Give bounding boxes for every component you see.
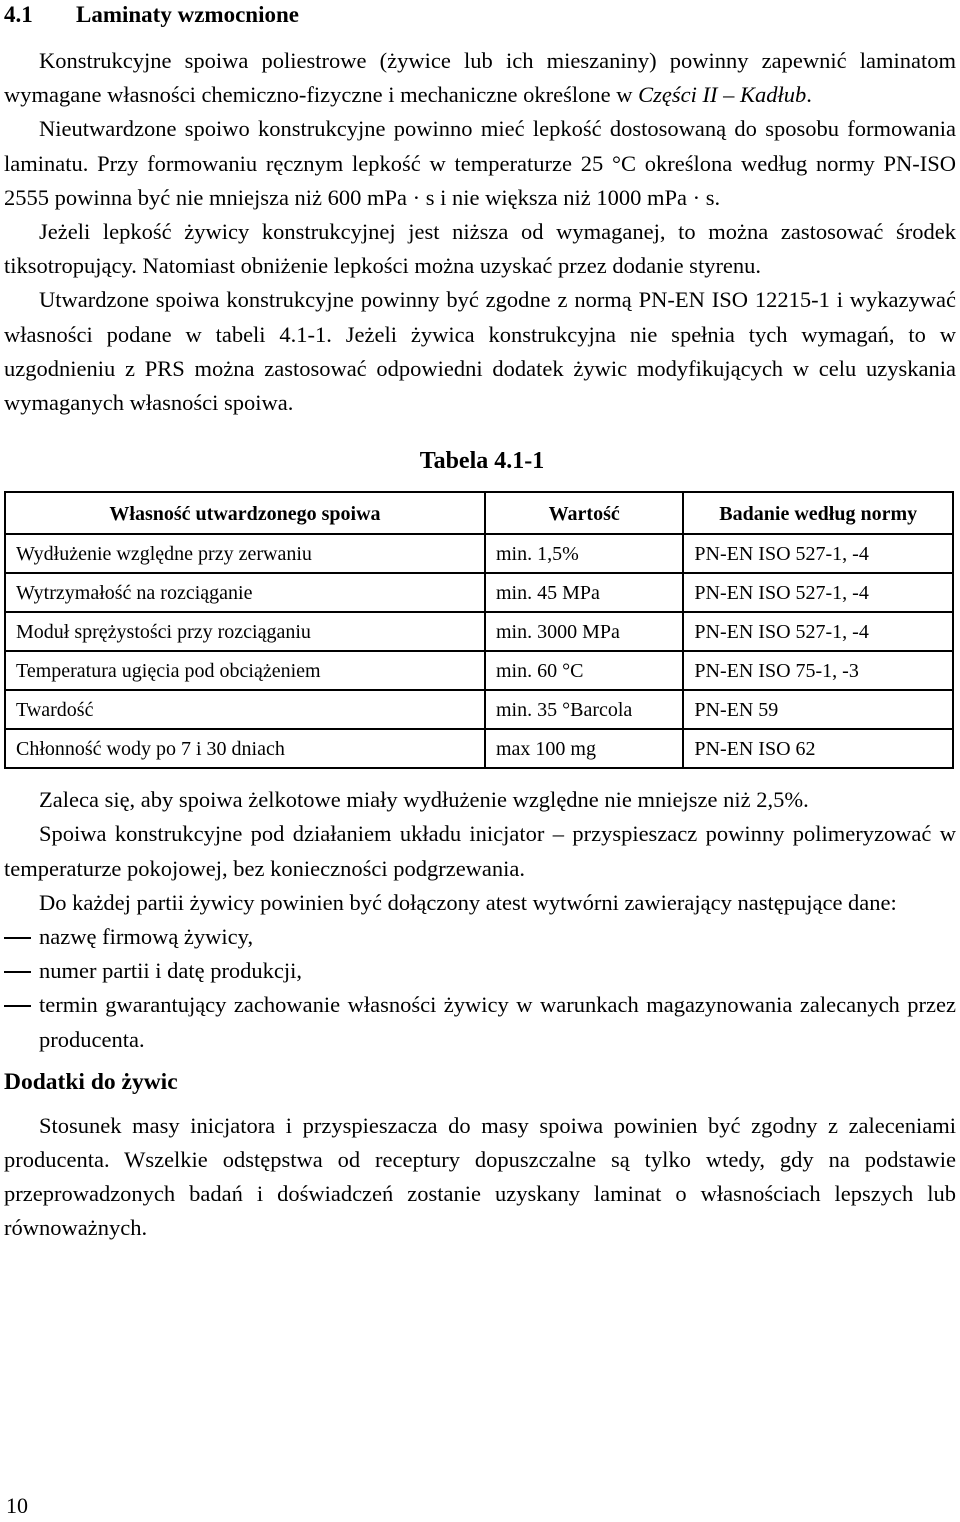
table-row xyxy=(5,573,953,612)
table-cell: PN-EN ISO 527-1, -4 xyxy=(683,612,953,651)
table-row xyxy=(5,651,953,690)
table-cell: Temperatura ugięcia pod obciążeniem xyxy=(5,651,485,690)
intro-paragraph-1: Konstrukcyjne spoiwa poliestrowe (żywice lub ich mieszaniny) powinny zapewnić laminatom wymagane własności chemiczno-fizyczne i mechaniczne określone w Części II – Kadłub. xyxy=(4,48,956,108)
curing-paragraph: Spoiwa konstrukcyjne pod działaniem układu inicjator – przyspieszacz powinny polimeryzować w temperaturze pokojowej, bez konieczności podgrzewania. xyxy=(4,821,956,881)
table-row xyxy=(5,612,953,651)
column-header: Własność utwardzonego spoiwa xyxy=(5,492,485,534)
table-cell: min. 3000 MPa xyxy=(485,612,683,651)
intro-paragraph-3: Jeżeli lepkość żywicy konstrukcyjnej jest niższa od wymaganej, to można zastosować środek tiksotropujący. Natomiast obniżenie lepkości można uzyskać przez dodanie styrenu. xyxy=(4,219,956,279)
section-number: 4.1 xyxy=(4,2,33,27)
section-title: Laminaty wzmocnione xyxy=(76,2,299,27)
table-row xyxy=(5,690,953,729)
page-number: 10 xyxy=(6,1493,28,1518)
intro-paragraph-2: Nieutwardzone spoiwo konstrukcyjne powinno mieć lepkość dostosowaną do sposobu formowania laminatu. Przy formowaniu ręcznym lepkość w temperaturze 25 °C określona według normy PN-ISO 2555 powinna być nie mniejsza niż 600 mPa · s i nie większa niż 1000 mPa · s. xyxy=(4,116,956,210)
table-cell: PN-EN 59 xyxy=(683,690,953,729)
table-cell: PN-EN ISO 527-1, -4 xyxy=(683,573,953,612)
part-reference: Części II – Kadłub xyxy=(638,82,807,108)
subsection-heading: Dodatki do żywic xyxy=(4,1068,178,1095)
additives-paragraph: Stosunek masy inicjatora i przyspieszacza do masy spoiwa powinien być zgodny z zaleceniami producenta. Wszelkie odstępstwa od receptury dopuszczalne są tylko wtedy, gdy na podstawie przeprowadzonych badań i doświadczeń zostanie uzyskany laminat o własnościach lepszych lub równoważnych. xyxy=(4,1112,956,1241)
section-heading xyxy=(4,0,956,30)
subsection-text xyxy=(4,1109,956,1246)
table-cell: max 100 mg xyxy=(485,729,683,768)
table-cell: min. 45 MPa xyxy=(485,573,683,612)
table-cell: Wytrzymałość na rozciąganie xyxy=(5,573,485,612)
table-cell: min. 35 °Barcola xyxy=(485,690,683,729)
list-item: numer partii i datę produkcji, xyxy=(4,954,956,988)
table-cell: Twardość xyxy=(5,690,485,729)
table-header-row xyxy=(5,492,953,534)
intro-paragraph-4: Utwardzone spoiwa konstrukcyjne powinny być zgodne z normą PN-EN ISO 12215-1 i wykazywać własności podane w tabeli 4.1-1. Jeżeli żywica konstrukcyjna nie spełnia tych wymagań, to w uzgodnieniu z PRS można zastosować odpowiedni dodatek żywic modyfikujących w celu uzyskania wymaganych własności spoiwa. xyxy=(4,287,956,416)
after-table-text xyxy=(4,783,956,1057)
column-header: Badanie według normy xyxy=(683,492,953,534)
document-page xyxy=(4,0,956,1246)
gelcoat-paragraph: Zaleca się, aby spoiwa żelkotowe miały wydłużenie względne nie mniejsze niż 2,5%. xyxy=(39,787,809,813)
table-cell: PN-EN ISO 527-1, -4 xyxy=(683,534,953,573)
list-item: nazwę firmową żywicy, xyxy=(4,920,956,954)
properties-table xyxy=(4,491,954,769)
table-cell: Wydłużenie względne przy zerwaniu xyxy=(5,534,485,573)
table-cell: PN-EN ISO 62 xyxy=(683,729,953,768)
table-title: Tabela 4.1-1 xyxy=(419,448,545,475)
certificate-paragraph: Do każdej partii żywicy powinien być dołączony atest wytwórni zawierający następujące dane: xyxy=(39,889,897,915)
table-cell: Chłonność wody po 7 i 30 dniach xyxy=(5,729,485,768)
column-header: Wartość xyxy=(485,492,683,534)
intro-text xyxy=(4,44,956,420)
table-row xyxy=(5,729,953,768)
list-item: termin gwarantujący zachowanie własności żywicy w warunkach magazynowania zalecanych przez producenta. xyxy=(4,988,956,1056)
table-cell: min. 1,5% xyxy=(485,534,683,573)
certificate-data-list xyxy=(4,920,956,1057)
table-cell: Moduł sprężystości przy rozciąganiu xyxy=(5,612,485,651)
table-row xyxy=(5,534,953,573)
table-cell: min. 60 °C xyxy=(485,651,683,690)
table-cell: PN-EN ISO 75-1, -3 xyxy=(683,651,953,690)
